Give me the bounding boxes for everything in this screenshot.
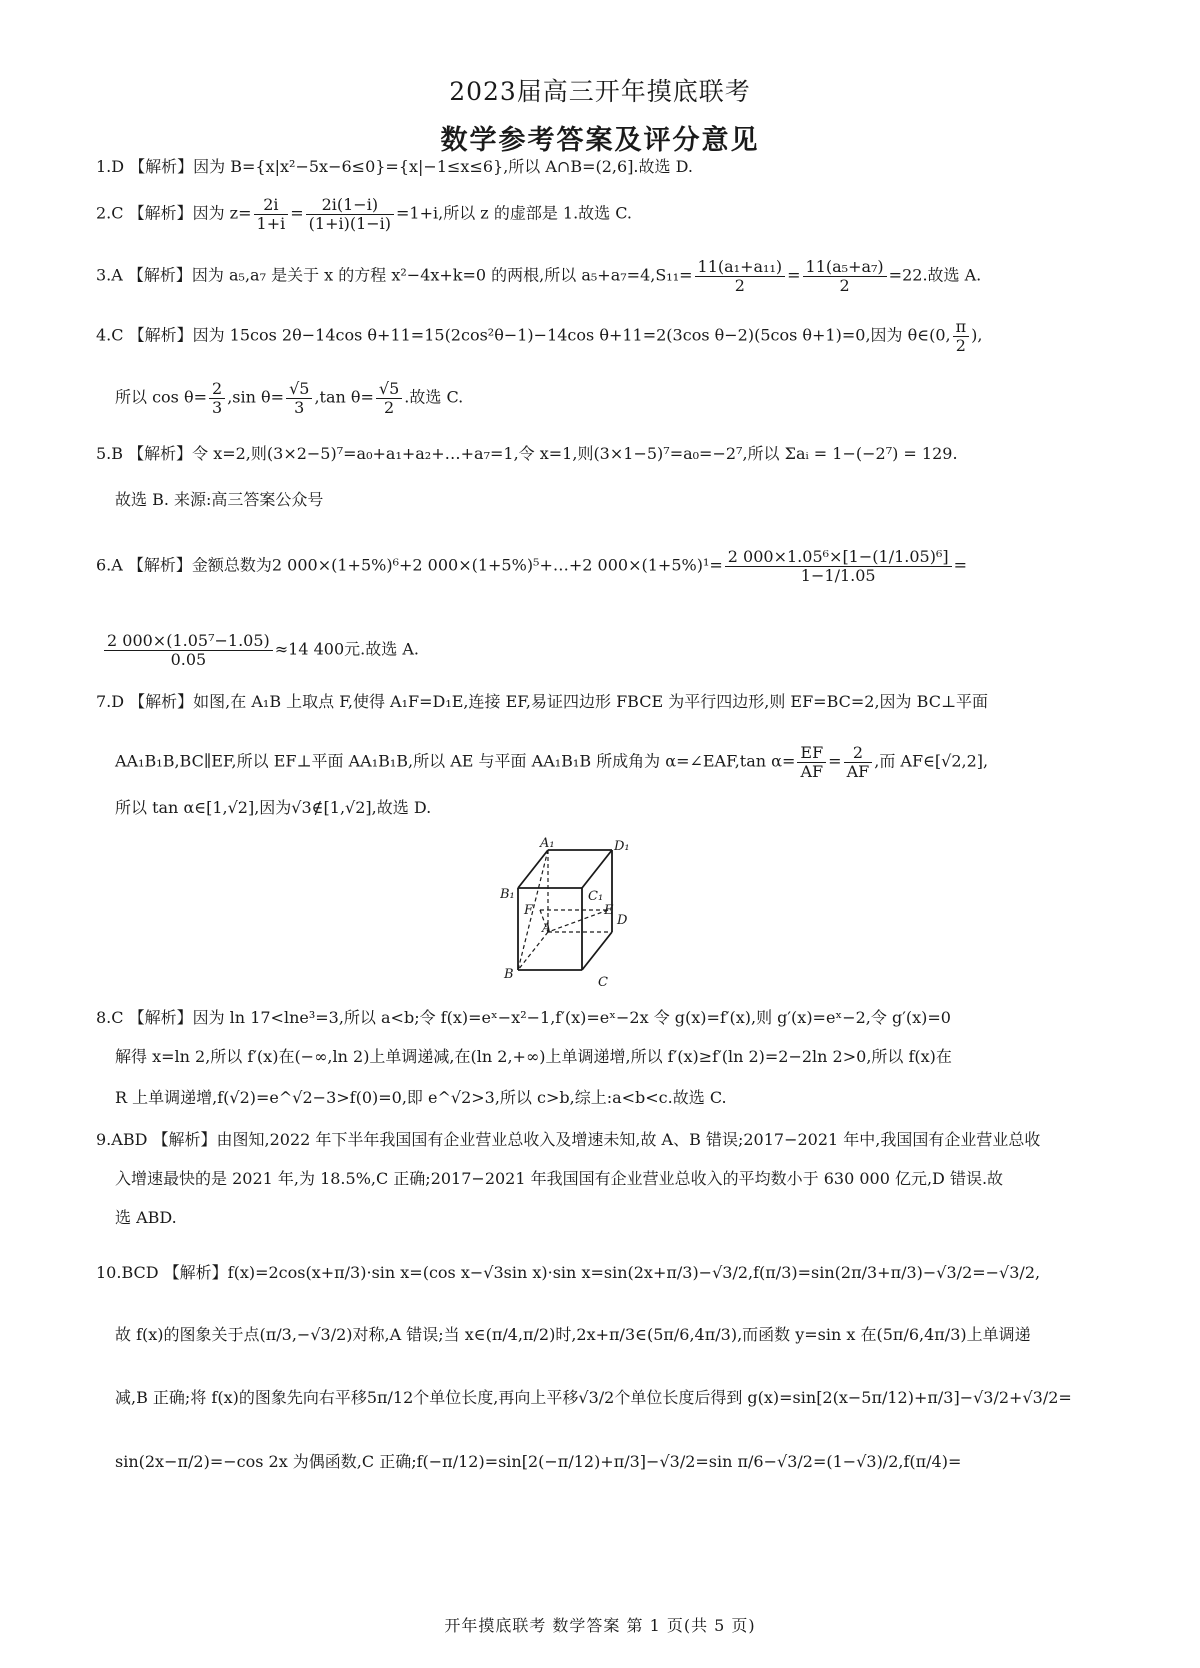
fraction: $\frac{2i(1-i)}{(1+i)(1-i)}$ bbox=[306, 196, 394, 232]
answer-8-line-2: 解得 x=ln 2,所以 f′(x)在(−∞,ln 2)上单调递减,在(ln 2,+∞)上单调递增,所以 f′(x)≥f′(ln 2)=2−2ln 2>0,所以 f(x)在 bbox=[115, 1047, 952, 1066]
answer-8-line-1: 8.C 【解析】因为 ln 17<lne³=3,所以 a<b;令 f(x)=eˣ−x²−1,f′(x)=eˣ−2x 令 g(x)=f′(x),则 g′(x)=eˣ−2,令 g′(x)=0 bbox=[96, 1008, 951, 1027]
page-title: 2023届高三开年摸底联考 bbox=[449, 77, 751, 106]
answer-9-line-2: 入增速最快的是 2021 年,为 18.5%,C 正确;2017−2021 年我国国有企业营业总收入的平均数小于 630 000 亿元,D 错误.故 bbox=[115, 1169, 1004, 1188]
vertex-b-label: B bbox=[504, 967, 514, 982]
answer-10-line-3: 减,B 正确;将 f(x)的图象先向右平移5π/12个单位长度,再向上平移√3/2个单位长度后得到 g(x)=sin[2(x−5π/12)+π/3]−√3/2+√3/2= bbox=[115, 1388, 1072, 1407]
answer-4-line-1: 4.C 【解析】因为 15cos 2θ−14cos θ+11=15(2cos²θ−1)−14cos θ+11=2(3cos θ−2)(5cos θ+1)=0,因为 θ∈(0, $\frac{\pi}{2}$ ), bbox=[96, 317, 983, 355]
vertex-b1-label: B₁ bbox=[500, 887, 515, 902]
cube-figure bbox=[500, 836, 650, 996]
point-f-label: F bbox=[524, 903, 534, 918]
answer-4-line-2: 所以 cos θ= $\frac{2}{3}$ ,sin θ= $\frac{√5}{3}$ ,tan θ= $\frac{√5}{2}$ .故选 C. bbox=[115, 379, 464, 417]
answer-2: 2.C 【解析】因为 z= $\frac{2i}{1+i}$ = $\frac{2i(1-i)}{(1+i)(1-i)}$ =1+i,所以 z 的虚部是 1.故选 C. bbox=[96, 195, 633, 233]
answer-10-line-1: 10.BCD 【解析】f(x)=2cos(x+π/3)·sin x=(cos x−√3sin x)·sin x=sin(2x+π/3)−√3/2,f(π/3)=sin(2π/3+π/3)−√3/2=−√3/2, bbox=[96, 1263, 1041, 1282]
vertex-d-label: D bbox=[617, 913, 628, 928]
answer-5-line-1: 5.B 【解析】令 x=2,则(3×2−5)⁷=a₀+a₁+a₂+…+a₇=1,令 x=1,则(3×1−5)⁷=a₀=−2⁷,所以 Σaᵢ = 1−(−2⁷) = 129. bbox=[96, 444, 958, 463]
vertex-d1-label: D₁ bbox=[614, 839, 630, 854]
vertex-a1-label: A₁ bbox=[540, 836, 555, 851]
fraction: $\frac{\text{11(a₁+a₁₁)}}{2}$ bbox=[695, 258, 786, 294]
fraction: $\frac{\text{11(a₅+a₇)}}{2}$ bbox=[803, 258, 887, 294]
answer-9-line-1: 9.ABD 【解析】由图知,2022 年下半年我国国有企业营业总收入及增速未知,故 A、B 错误;2017−2021 年中,我国国有企业营业总收 bbox=[96, 1130, 1041, 1149]
answer-1: 1.D 【解析】因为 B={x|x²−5x−6≤0}={x|−1≤x≤6},所以 A∩B=(2,6].故选 D. bbox=[96, 157, 693, 176]
answer-7-line-2: AA₁B₁B,BC∥EF,所以 EF⊥平面 AA₁B₁B,所以 AE 与平面 AA₁B₁B 所成角为 α=∠EAF,tan α= $\frac{EF}{AF}$ = $\frac{2}{AF}$ ,而 AF∈[√2,2], bbox=[115, 743, 989, 781]
answer-8-line-3: R 上单调递增,f(√2)=e^√2−3>f(0)=0,即 e^√2>3,所以 c>b,综上:a<b<c.故选 C. bbox=[115, 1088, 727, 1107]
fraction: $\frac{2i}{1+i}$ bbox=[254, 196, 289, 232]
answer-3: 3.A 【解析】因为 a₅,a₇ 是关于 x 的方程 x²−4x+k=0 的两根,所以 a₅+a₇=4,S₁₁= $\frac{\text{11(a₁+a₁₁)}}{2}$ = $\frac{\text{11(a₅+a₇)}}{2}$ =22.故选 A. bbox=[96, 257, 982, 295]
fraction: $\frac{\text{2 000×(1.05⁷−1.05)}}{0.05}$ bbox=[104, 632, 273, 668]
answer-10-line-2: 故 f(x)的图象关于点(π/3,−√3/2)对称,A 错误;当 x∈(π/4,π/2)时,2x+π/3∈(5π/6,4π/3),而函数 y=sin x 在(5π/6,4π/3)上单调递 bbox=[115, 1325, 1031, 1344]
vertex-a-label: A bbox=[542, 921, 552, 936]
fraction: $\frac{√5}{2}$ bbox=[376, 380, 402, 416]
answer-7-line-3: 所以 tan α∈[1,√2],因为√3∉[1,√2],故选 D. bbox=[115, 798, 432, 817]
page-subtitle: 数学参考答案及评分意见 bbox=[440, 125, 760, 156]
vertex-c-label: C bbox=[598, 975, 608, 990]
answer-7-line-1: 7.D 【解析】如图,在 A₁B 上取点 F,使得 A₁F=D₁E,连接 EF,易证四边形 FBCE 为平行四边形,则 EF=BC=2,因为 BC⊥平面 bbox=[96, 692, 988, 711]
answer-6-line-1: 6.A 【解析】金额总数为2 000×(1+5%)⁶+2 000×(1+5%)⁵+…+2 000×(1+5%)¹= $\frac{\text{2 000×1.05⁶×[1−(1/1.05)⁶]}}{1-1/1.05}$ = bbox=[96, 547, 968, 585]
answer-9-line-3: 选 ABD. bbox=[115, 1208, 177, 1227]
fraction: $\frac{\pi}{2}$ bbox=[953, 318, 970, 354]
answer-5-line-2: 故选 B. 来源:高三答案公众号 bbox=[115, 490, 324, 509]
vertex-c1-label: C₁ bbox=[588, 889, 604, 904]
fraction: $\frac{2}{3}$ bbox=[209, 380, 225, 416]
fraction: $\frac{√5}{3}$ bbox=[286, 380, 312, 416]
answer-10-line-4: sin(2x−π/2)=−cos 2x 为偶函数,C 正确;f(−π/12)=sin[2(−π/12)+π/3]−√3/2=sin π/6−√3/2=(1−√3)/2,f(π/4)= bbox=[115, 1452, 962, 1471]
point-e-label: E bbox=[604, 903, 614, 918]
fraction: $\frac{\text{2 000×1.05⁶×[1−(1/1.05)⁶]}}{1-1/1.05}$ bbox=[725, 548, 952, 584]
answer-6-line-2: $\frac{\text{2 000×(1.05⁷−1.05)}}{0.05}$ ≈14 400元.故选 A. bbox=[102, 632, 1132, 668]
fraction: $\frac{EF}{AF}$ bbox=[797, 744, 826, 780]
fraction: $\frac{2}{AF}$ bbox=[844, 744, 873, 780]
page-footer: 开年摸底联考 数学答案 第 1 页(共 5 页) bbox=[444, 1616, 756, 1635]
